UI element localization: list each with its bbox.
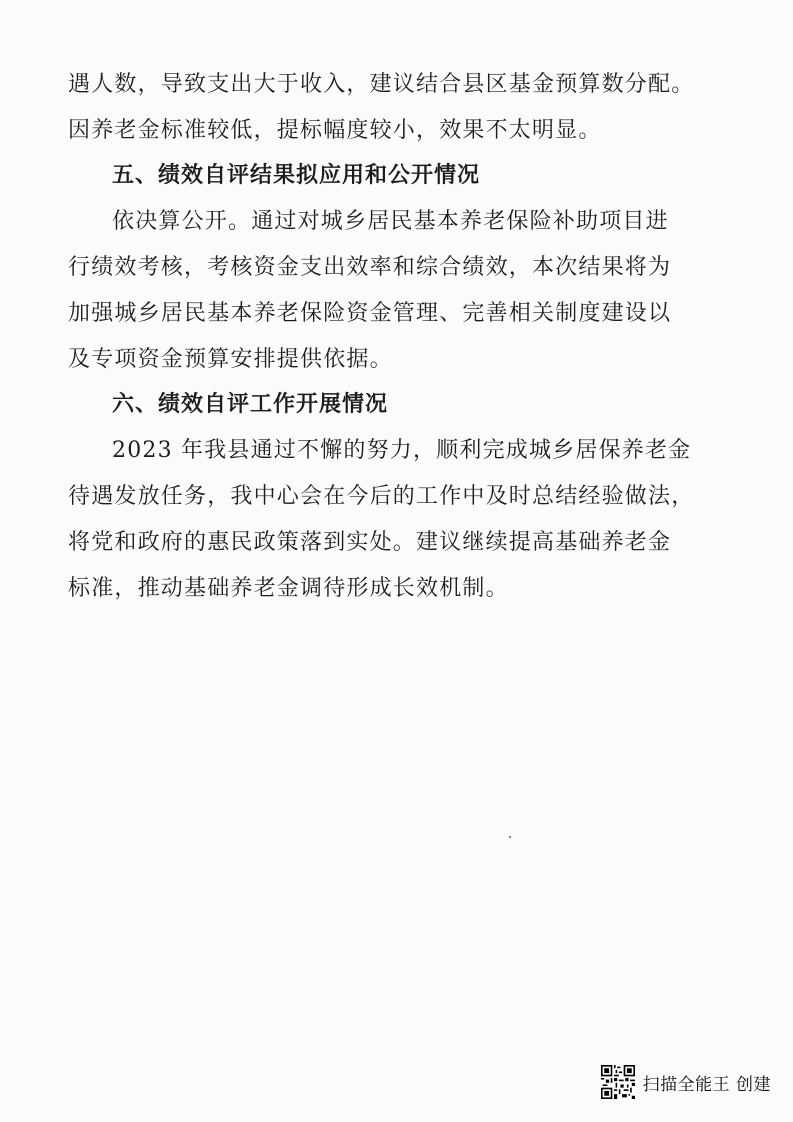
paragraph-line: 依决算公开。通过对城乡居民基本养老保险补助项目进 — [112, 209, 669, 234]
scan-speck — [509, 836, 511, 838]
paragraph-line: 将党和政府的惠民政策落到实处。建议继续提高基础养老金 — [68, 530, 672, 555]
paragraph-line: 行绩效考核，考核资金支出效率和综合绩效，本次结果将为 — [68, 255, 672, 280]
paragraph-line: 加强城乡居民基本养老保险资金管理、完善相关制度建设以 — [68, 301, 672, 326]
paragraph-line: 待遇发放任务，我中心会在今后的工作中及时总结经验做法， — [68, 484, 695, 509]
section-heading-6: 六、绩效自评工作开展情况 — [112, 392, 389, 417]
qr-code-icon — [601, 1065, 635, 1099]
scanner-watermark — [601, 1064, 771, 1100]
paragraph-line: 遇人数，导致支出大于收入，建议结合县区基金预算数分配。 — [68, 72, 695, 97]
section-heading-5: 五、绩效自评结果拟应用和公开情况 — [112, 163, 481, 188]
paragraph-line: 2023 年我县通过不懈的努力，顺利完成城乡居保养老金 — [112, 438, 692, 463]
paragraph-line: 及专项资金预算安排提供依据。 — [68, 347, 393, 372]
paragraph-line: 标准，推动基础养老金调待形成长效机制。 — [68, 576, 509, 601]
paragraph-line: 因养老金标准较低，提标幅度较小，效果不太明显。 — [68, 118, 602, 143]
watermark-text: 扫描全能王 创建 — [642, 1074, 771, 1095]
